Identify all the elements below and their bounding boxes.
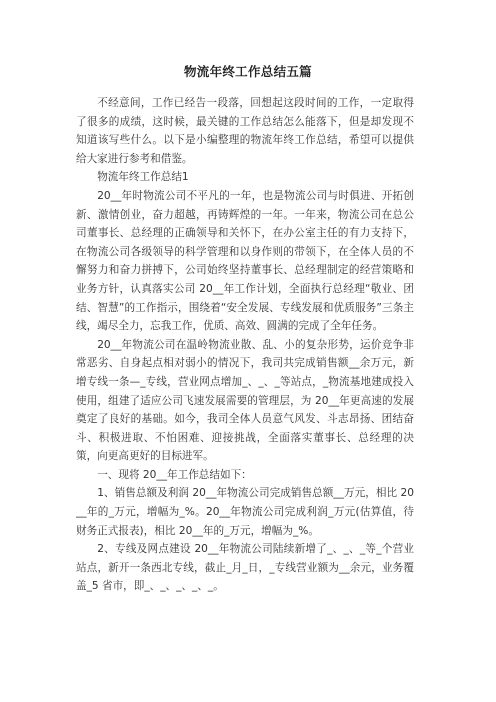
body-paragraph: 20__年时物流公司不平凡的一年，也是物流公司与时俱进、开拓创新、激情创业，奋力超越，再铸辉煌的一年。一年来，物流公司在总公司董事长、总经理的正确领导和关怀下，在办公室主任的有力支持下，在物流公司各级领导的科学管理和以身作则的带领下，在全体人员的不懈努力和奋力拼搏下，公司始终坚持董事长、总经理制定的经营策略和业务方针，认真落实公司 20__年工作计划，全面执行总经理“敬业、团结、智慧”的工作指示，围绕着“安全发展、专线发展和优质服务”三条主线，竭尽全力，忘我工作，优质、高效、圆满的完成了全年任务。: [76, 189, 414, 333]
list-item: 1、销售总额及利润 20__年物流公司完成销售总额__万元，相比 20__年的_万元，增幅为_%。20__年物流公司完成利润_万元(估算值，待财务正式报表)，相比 20__年的_万元，增幅为_%。: [76, 487, 414, 537]
intro-paragraph: 不经意间，工作已经告一段落，回想起这段时间的工作，一定取得了很多的成绩，这时候，最关键的工作总结怎么能落下，但是却发现不知道该写些什么。以下是小编整理的物流年终工作总结，希望可以提供给大家进行参考和借鉴。: [76, 97, 414, 165]
document-title: 物流年终工作总结五篇: [183, 64, 312, 79]
section-heading: 物流年终工作总结1: [97, 171, 189, 184]
list-item: 2、专线及网点建设 20__年物流公司陆续新增了_、_、_等_个营业站点，新开一条西北专线，截止_月_日，_专线营业额为__余元，业务覆盖_5 省市，即_、_、_、_、_。: [76, 543, 414, 593]
document-body: [76, 94, 414, 596]
body-paragraph: 20__年物流公司在温岭物流业散、乱、小的复杂形势，运价竞争非常恶劣、自身起点相对弱小的情况下，我司共完成销售额__余万元，新增专线一条—_专线，营业网点增加_、_、_等站点，_物流基地建成投入使用，组建了适应公司飞速发展需要的管理层，为 20__年更高速的发展奠定了良好的基础。如今，我司全体人员意气风发、斗志昂扬、团结奋斗、积极进取、不怕困难、迎接挑战，全面落实董事长、总经理的决策，向更高更好的目标进军。: [76, 338, 414, 463]
summary-heading: 一、现将 20__年工作总结如下：: [97, 468, 252, 481]
